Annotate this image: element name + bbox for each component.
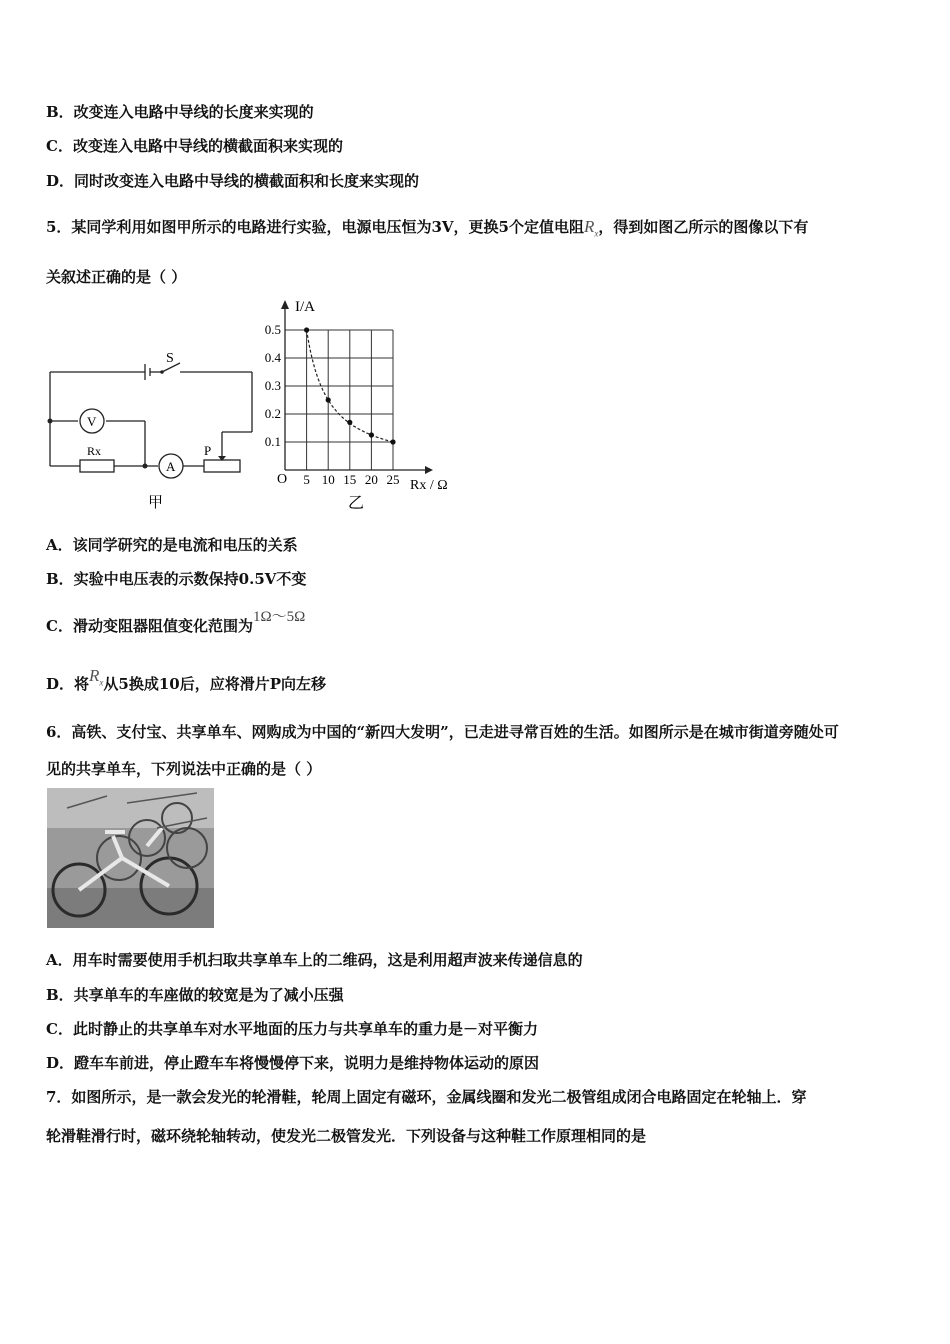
q6-option-c: C．此时静止的共享单车对水平地面的压力与共享单车的重力是－对平衡力 — [46, 1020, 538, 1038]
slider-label: P — [204, 443, 212, 458]
data-point — [347, 420, 352, 425]
q5-option-d-part2: 从5换成10后，应将滑片P向左移 — [103, 675, 326, 693]
x-axis-arrow — [425, 466, 433, 474]
q5-option-c — [46, 609, 306, 637]
x-axis-label: Rx / Ω — [410, 478, 448, 493]
graph-caption: 乙 — [348, 495, 365, 512]
y-axis-label: I/A — [295, 299, 315, 315]
y-axis-arrow — [281, 300, 289, 309]
x-tick-label: 15 — [343, 472, 357, 487]
resistor-label: Rx — [87, 444, 102, 458]
q5-option-a: A．该同学研究的是电流和电压的关系 — [46, 536, 298, 554]
q6-option-b: B．共享单车的车座做的较宽是为了减小压强 — [46, 986, 344, 1004]
q6-stem: 6．高铁、支付宝、共享单车、网购成为中国的“新四大发明”，已走进寻常百姓的生活。如图所示是在城市街道旁随处可 — [46, 723, 839, 741]
rx-symbol: $R_x$ — [89, 666, 104, 688]
iv-graph — [255, 295, 460, 515]
voltmeter-label: V — [87, 414, 97, 429]
shared-bike-photo — [47, 788, 214, 928]
q5-option-d — [46, 666, 326, 700]
switch-label: S — [166, 351, 174, 366]
y-tick-label: 0.5 — [264, 322, 281, 337]
q5-stem — [46, 217, 808, 243]
y-tick-label: 0.3 — [264, 378, 281, 393]
option-c: C．改变连入电路中导线的横截面积来实现的 — [46, 137, 343, 155]
ammeter-label: A — [166, 459, 176, 474]
option-b: B．改变连入电路中导线的长度来实现的 — [46, 103, 314, 121]
q6-stem-cont: 见的共享单车，下列说法中正确的是（ ） — [46, 760, 322, 778]
resistor-rx — [80, 460, 114, 472]
data-point — [369, 432, 374, 437]
q7-stem-cont: 轮滑鞋滑行时，磁环绕轮轴转动，使发光二极管发光．下列设备与这种鞋工作原理相同的是 — [46, 1127, 647, 1145]
rheostat-body — [204, 460, 240, 472]
x-tick-label: 20 — [364, 472, 378, 487]
circuit-diagram — [40, 340, 265, 515]
q5-option-c-text: C．滑动变阻器阻值变化范围为 — [46, 617, 253, 635]
x-tick-label: 5 — [303, 472, 310, 487]
q5-option-b: B．实验中电压表的示数保持0.5V不变 — [46, 570, 307, 588]
data-point — [304, 327, 309, 332]
q5-option-c-formula: 1Ω～5Ω — [252, 609, 306, 625]
q5-stem-cont: 关叙述正确的是（ ） — [46, 268, 187, 286]
circuit-caption: 甲 — [148, 495, 164, 511]
q7-stem: 7．如图所示，是一款会发光的轮滑鞋，轮周上固定有磁环，金属线圈和发光二极管组成闭合电路固定在轮轴上．穿 — [46, 1088, 807, 1106]
y-tick-label: 0.1 — [264, 434, 281, 449]
origin-label: O — [277, 472, 288, 487]
y-tick-label: 0.2 — [264, 406, 281, 421]
q5-stem-part1: 5．某同学利用如图甲所示的电路进行实验，电源电压恒为3V，更换5个定值电阻 — [46, 218, 584, 236]
data-point — [390, 439, 395, 444]
rx-symbol: $R_x$ — [583, 217, 599, 239]
y-tick-label: 0.4 — [264, 350, 281, 365]
q5-stem-part2: ，得到如图乙所示的图像以下有 — [598, 218, 809, 236]
q5-option-d-part1: D．将 — [46, 675, 90, 693]
data-point — [326, 397, 331, 402]
q6-option-d: D．蹬车车前进，停止蹬车车将慢慢停下来，说明力是维持物体运动的原因 — [46, 1054, 540, 1072]
x-tick-label: 25 — [386, 472, 400, 487]
graph-grid — [285, 330, 393, 470]
x-tick-label: 10 — [321, 472, 335, 487]
q6-option-a: A．用车时需要使用手机扫取共享单车上的二维码，这是利用超声波来传递信息的 — [46, 951, 583, 969]
option-d: D．同时改变连入电路中导线的横截面积和长度来实现的 — [46, 172, 420, 190]
